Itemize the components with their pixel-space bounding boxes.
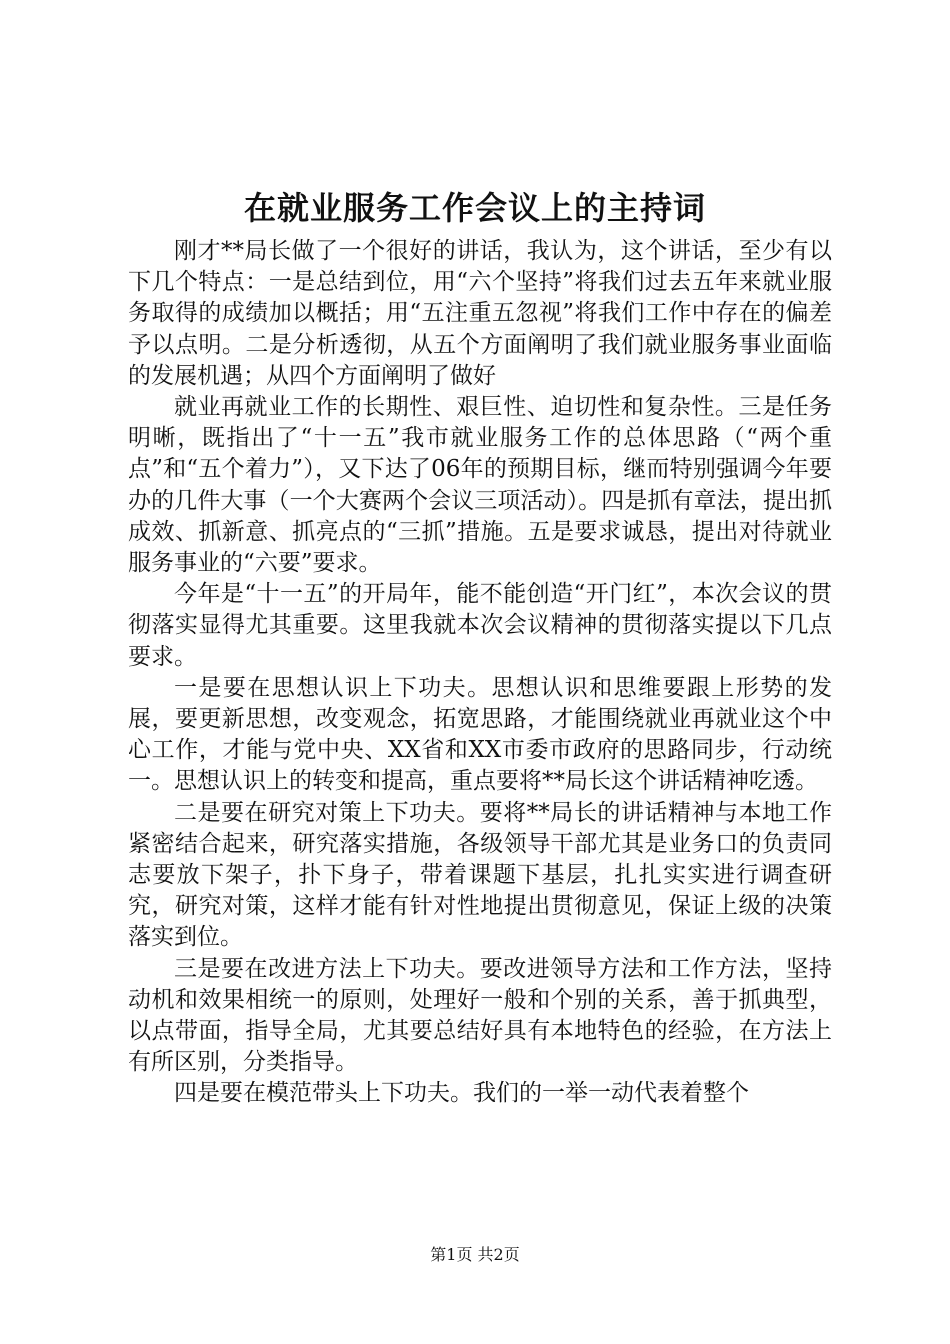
page-footer: 第1页 共2页	[430, 1245, 520, 1264]
document-body	[128, 236, 832, 1110]
paragraph-6: 三是要在改进方法上下功夫。要改进领导方法和工作方法，坚持动机和效果相统一的原则，处理好一般和个别的关系，善于抓典型，以点带面，指导全局，尤其要总结好具有本地特色的经验，在方法上有所区别，分类指导。	[128, 955, 832, 1076]
paragraph-3: 今年是“十一五”的开局年，能不能创造“开门红”，本次会议的贯彻落实显得尤其重要。这里我就本次会议精神的贯彻落实提以下几点要求。	[128, 581, 832, 670]
paragraph-5: 二是要在研究对策上下功夫。要将**局长的讲话精神与本地工作紧密结合起来，研究落实措施，各级领导干部尤其是业务口的负责同志要放下架子，扑下身子，带着课题下基层，扎扎实实进行调查研究，研究对策，这样才能有针对性地提出贯彻意见，保证上级的决策落实到位。	[128, 799, 832, 951]
document-title: 在就业服务工作会议上的主持词	[243, 189, 706, 227]
paragraph-7: 四是要在模范带头上下功夫。我们的一举一动代表着整个	[174, 1080, 749, 1107]
paragraph-1: 刚才**局长做了一个很好的讲话，我认为，这个讲话，至少有以下几个特点：一是总结到位，用“六个坚持”将我们过去五年来就业服务取得的成绩加以概括；用“五注重五忽视”将我们工作中存在的偏差予以点明。二是分析透彻，从五个方面阐明了我们就业服务事业面临的发展机遇；从四个方面阐明了做好	[128, 238, 832, 389]
paragraph-4: 一是要在思想认识上下功夫。思想认识和思维要跟上形势的发展，要更新思想，改变观念，拓宽思路，才能围绕就业再就业这个中心工作，才能与党中央、XX省和XX市委市政府的思路同步，行动统一。思想认识上的转变和提高，重点要将**局长这个讲话精神吃透。	[128, 674, 832, 795]
paragraph-2: 就业再就业工作的长期性、艰巨性、迫切性和复杂性。三是任务明晰，既指出了“十一五”我市就业服务工作的总体思路（“两个重点”和“五个着力”），又下达了06年的预期目标，继而特别强调今年要办的几件大事（一个大赛两个会议三项活动）。四是抓有章法，提出抓成效、抓新意、抓亮点的“三抓”措施。五是要求诚恳，提出对待就业服务事业的“六要”要求。	[128, 394, 832, 577]
